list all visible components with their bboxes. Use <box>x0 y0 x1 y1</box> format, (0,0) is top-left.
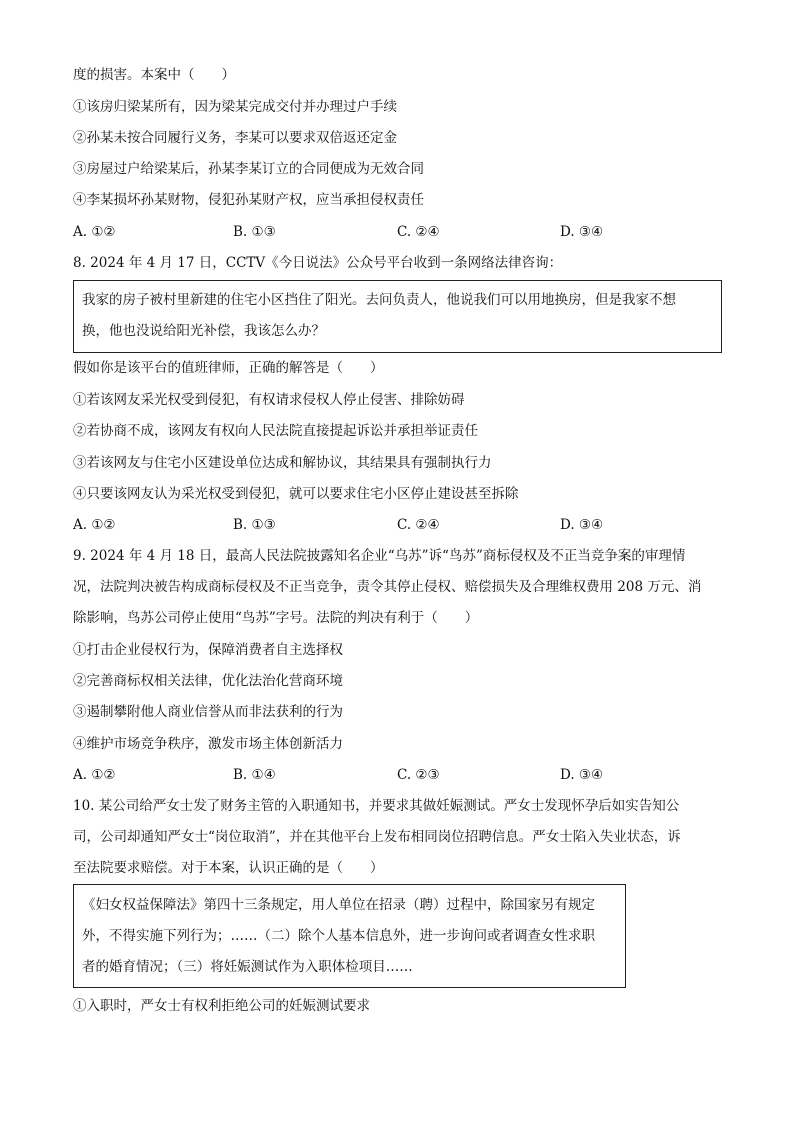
q10-box-line-1: 《妇女权益保障法》第四十三条规定，用人单位在招录（聘）过程中，除国家另有规定 <box>82 897 595 913</box>
q8-quote-box <box>73 280 722 353</box>
q10-law-quote-box <box>73 884 626 988</box>
q8-item-4: ④只要该网友认为采光权受到侵犯，就可以要求住宅小区停止建设甚至拆除 <box>73 486 519 502</box>
q7-item-1: ①该房归梁某所有，因为梁某完成交付并办理过户手续 <box>73 99 397 115</box>
q9-option-c[interactable]: C. ②③ <box>397 767 440 783</box>
q9-options <box>73 765 733 785</box>
q9-option-a[interactable]: A. ①② <box>73 767 116 783</box>
q10-box-line-3: 者的婚育情况；（三）将妊娠测试作为入职体检项目…… <box>82 959 413 975</box>
q7-item-3: ③房屋过户给梁某后，孙某李某订立的合同便成为无效合同 <box>73 161 424 177</box>
q9-option-b[interactable]: B. ①④ <box>233 767 276 783</box>
q7-item-2: ②孙某未按合同履行义务，李某可以要求双倍返还定金 <box>73 130 397 146</box>
q8-option-b[interactable]: B. ①③ <box>233 517 276 533</box>
q9-stem-line-2: 况，法院判决被告构成商标侵权及不正当竞争，责令其停止侵权、赔偿损失及合理维权费用 208 万元、消 <box>73 579 702 595</box>
q8-option-d[interactable]: D. ③④ <box>560 517 604 533</box>
q9-option-d[interactable]: D. ③④ <box>560 767 604 783</box>
q9-item-4: ④维护市场竞争秩序，激发市场主体创新活力 <box>73 736 343 752</box>
q8-option-c[interactable]: C. ②④ <box>397 517 440 533</box>
q10-box-line-2: 外，不得实施下列行为；……（二）除个人基本信息外，进一步询问或者调查女性求职 <box>82 928 595 944</box>
q8-option-a[interactable]: A. ①② <box>73 517 116 533</box>
q8-item-1: ①若该网友采光权受到侵犯，有权请求侵权人停止侵害、排除妨碍 <box>73 392 465 408</box>
q10-stem-line-3: 至法院要求赔偿。对于本案，认识正确的是（ ） <box>73 860 384 876</box>
q7-item-4: ④李某损坏孙某财物，侵犯孙某财产权，应当承担侵权责任 <box>73 192 424 208</box>
q8-item-2: ②若协商不成，该网友有权向人民法院直接提起诉讼并承担举证责任 <box>73 423 478 439</box>
q10-item-1: ①入职时，严女士有权利拒绝公司的妊娠测试要求 <box>73 998 370 1014</box>
q9-item-3: ③遏制攀附他人商业信誉从而非法获利的行为 <box>73 704 343 720</box>
q7-option-d[interactable]: D. ③④ <box>560 224 604 240</box>
q7-option-a[interactable]: A. ①② <box>73 224 116 240</box>
q8-box-line-2: 换，他也没说给阳光补偿，我该怎么办？ <box>82 323 325 339</box>
q8-box-line-1: 我家的房子被村里新建的住宅小区挡住了阳光。去问负责人，他说我们可以用地换房，但是我家不想 <box>82 292 676 308</box>
q8-stem: 8. 2024 年 4 月 17 日，CCTV《今日说法》公众号平台收到一条网络法律咨询： <box>73 255 563 271</box>
q9-item-1: ①打击企业侵权行为，保障消费者自主选择权 <box>73 642 343 658</box>
q8-question: 假如你是该平台的值班律师，正确的解答是（ ） <box>73 360 384 376</box>
q9-stem-line-3: 除影响，鸟苏公司停止使用“鸟苏”字号。法院的判决有利于（ ） <box>73 610 479 626</box>
q7-stem-tail: 度的损害。本案中（ ） <box>73 67 235 83</box>
q10-stem-line-2: 司，公司却通知严女士“岗位取消”，并在其他平台上发布相同岗位招聘信息。严女士陷入失业状态，诉 <box>73 829 681 845</box>
q10-stem-line-1: 10. 某公司给严女士发了财务主管的入职通知书，并要求其做妊娠测试。严女士发现怀孕后如实告知公 <box>73 798 680 814</box>
q9-stem-line-1: 9. 2024 年 4 月 18 日，最高人民法院披露知名企业“乌苏”诉“鸟苏”商标侵权及不正当竞争案的审理情 <box>73 548 686 564</box>
q7-option-c[interactable]: C. ②④ <box>397 224 440 240</box>
q9-item-2: ②完善商标权相关法律，优化法治化营商环境 <box>73 673 343 689</box>
q8-item-3: ③若该网友与住宅小区建设单位达成和解协议，其结果具有强制执行力 <box>73 455 492 471</box>
q7-options <box>73 222 733 242</box>
q7-option-b[interactable]: B. ①③ <box>233 224 276 240</box>
q8-options <box>73 515 733 535</box>
